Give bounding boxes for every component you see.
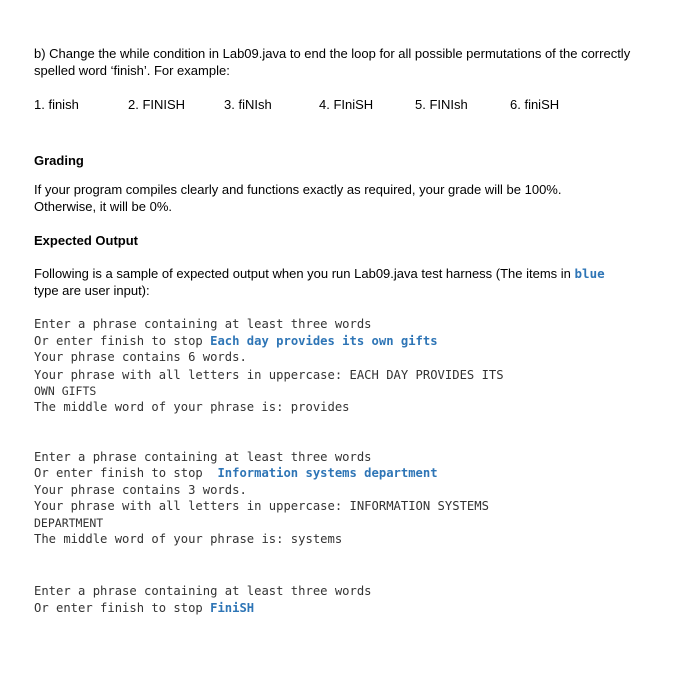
permutation-item: 2. FINISH — [128, 97, 186, 112]
permutation-item: 6. finiSH — [510, 97, 560, 112]
console-prompt-stop — [34, 601, 254, 615]
console-word-count: Your phrase contains 3 words. — [34, 483, 247, 497]
expected-line-1 — [34, 266, 605, 281]
expected-line-2: type are user input): — [34, 283, 150, 298]
expected-line-1-text: Following is a sample of expected output when you run Lab09.java test harness (The items in — [34, 266, 575, 281]
console-uppercase-wrap: OWN GIFTS — [34, 384, 97, 398]
console-prompt-stop-text: Or enter finish to stop — [34, 466, 218, 480]
console-prompt-stop — [34, 466, 438, 480]
permutation-item: 1. finish — [34, 97, 79, 112]
permutation-item: 4. FIniSH — [319, 97, 374, 112]
user-input: FiniSH — [210, 601, 255, 615]
user-input: Information systems department — [217, 466, 438, 480]
console-prompt: Enter a phrase containing at least three words — [34, 584, 372, 598]
console-middle-word: The middle word of your phrase is: systems — [34, 532, 343, 546]
console-prompt: Enter a phrase containing at least three words — [34, 317, 372, 331]
permutation-item: 5. FINIsh — [415, 97, 468, 112]
console-prompt-stop — [34, 334, 438, 348]
console-uppercase: Your phrase with all letters in uppercase: EACH DAY PROVIDES ITS — [34, 368, 504, 382]
grading-line-2: Otherwise, it will be 0%. — [34, 199, 172, 214]
console-prompt-stop-text: Or enter finish to stop — [34, 334, 211, 348]
user-input: Each day provides its own gifts — [210, 334, 438, 348]
console-prompt-stop-text: Or enter finish to stop — [34, 601, 211, 615]
console-uppercase: Your phrase with all letters in uppercase: INFORMATION SYSTEMS — [34, 499, 489, 513]
grading-line-1: If your program compiles clearly and functions exactly as required, your grade will be 100%. — [34, 182, 562, 197]
console-prompt: Enter a phrase containing at least three words — [34, 450, 372, 464]
console-uppercase-wrap: DEPARTMENT — [34, 516, 104, 530]
intro-line-2: spelled word ‘finish’. For example: — [34, 63, 230, 78]
expected-heading: Expected Output — [34, 233, 139, 248]
permutation-item: 3. fiNIsh — [224, 97, 272, 112]
intro-line-1: b) Change the while condition in Lab09.java to end the loop for all possible permutations of the correctly — [34, 46, 631, 61]
console-word-count: Your phrase contains 6 words. — [34, 350, 247, 364]
grading-heading: Grading — [34, 153, 84, 168]
console-middle-word: The middle word of your phrase is: provides — [34, 400, 350, 414]
blue-word: blue — [574, 266, 605, 281]
